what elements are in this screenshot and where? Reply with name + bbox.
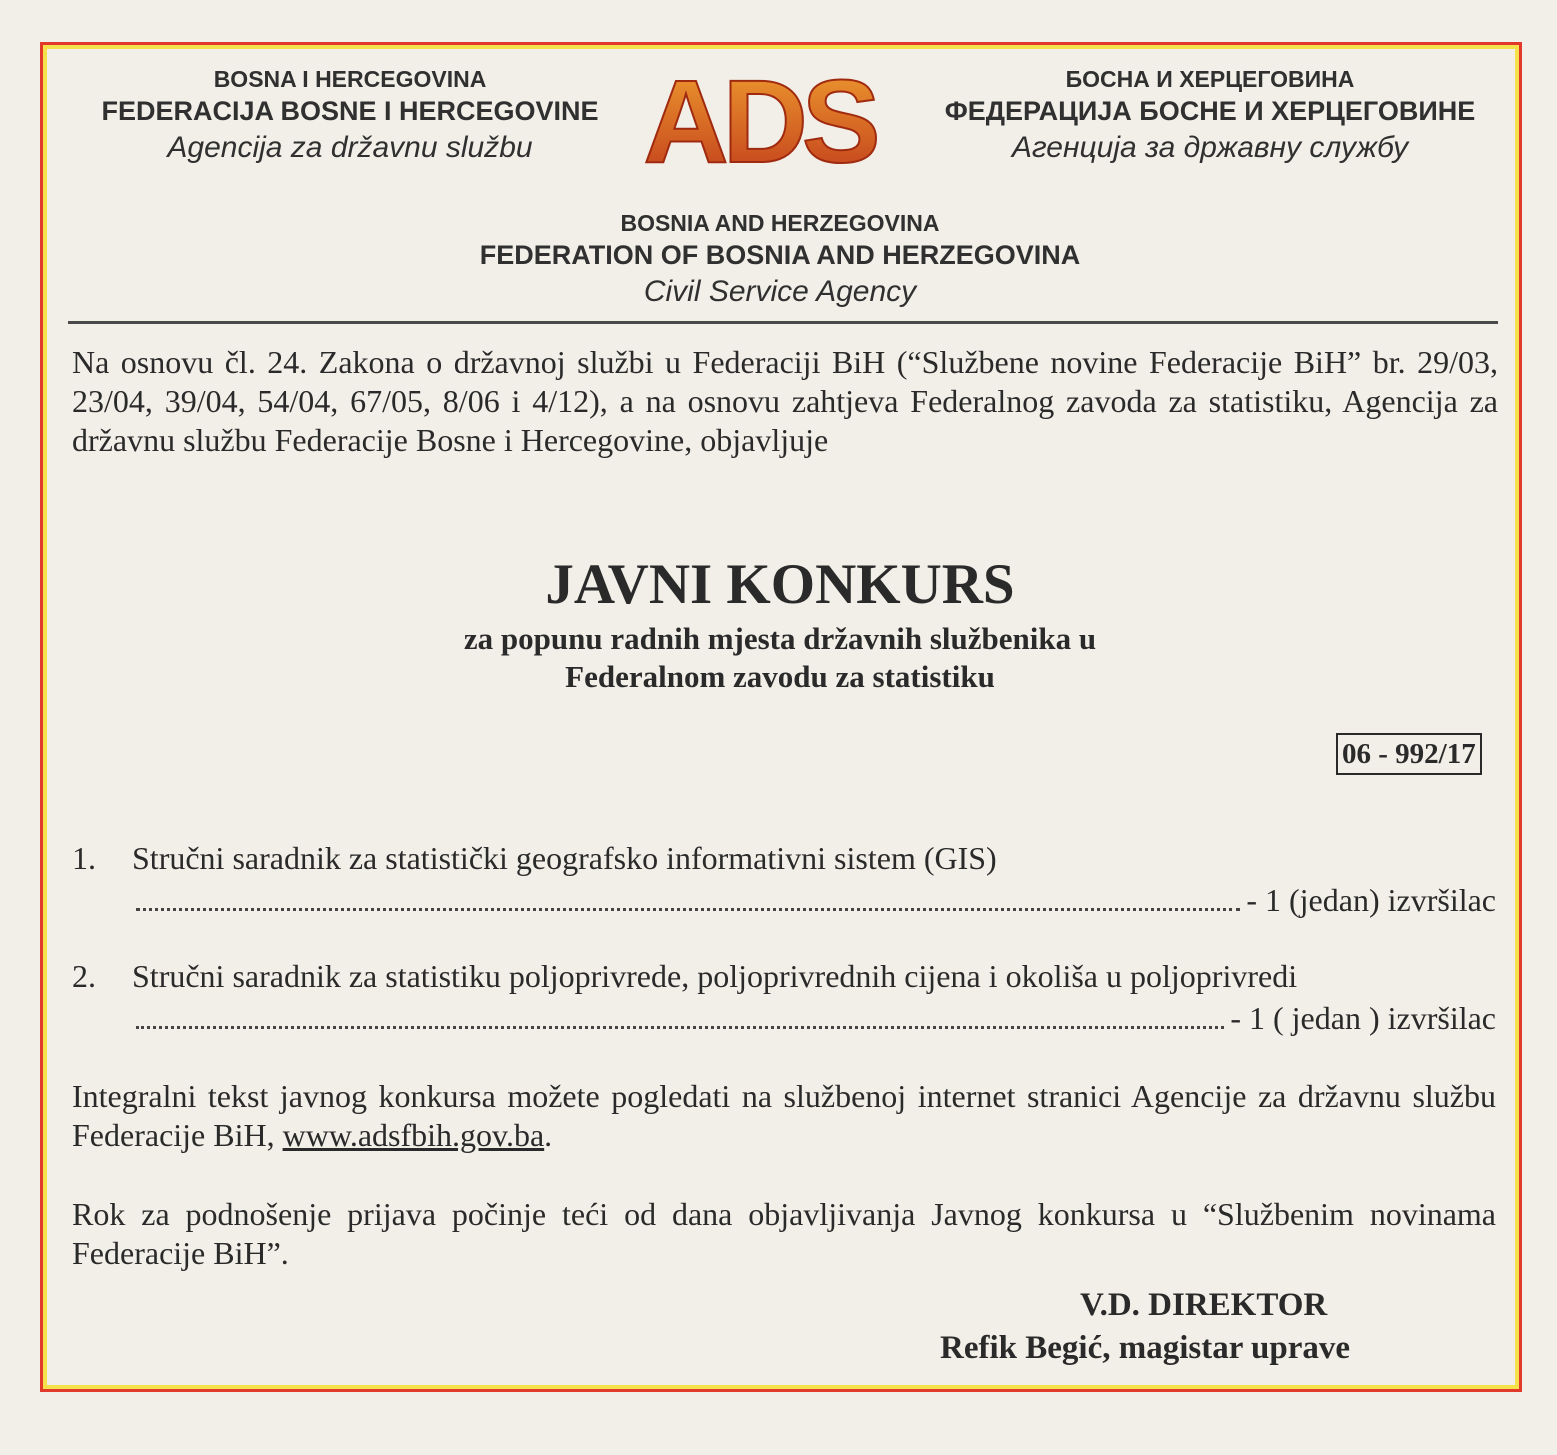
reference-code: 06 - 992/17 — [1336, 733, 1482, 775]
signature-block — [940, 1284, 1500, 1370]
signature-role: V.D. DIREKTOR — [1080, 1287, 1328, 1323]
ads-logo-text: ADS — [643, 66, 875, 178]
position-count: - 1 ( jedan ) izvršilac — [1230, 1000, 1496, 1036]
header-right-country: БОСНА И ХЕРЦЕГОВИНА — [1065, 66, 1355, 92]
position-item-2 — [72, 956, 1496, 1046]
position-number: 1. — [72, 840, 96, 876]
header-center-federation: FEDERATION OF BOSNIA AND HERZEGOVINA — [479, 240, 1081, 270]
position-title: Stručni saradnik za statistiku poljoprivrede, poljoprivrednih cijena i okoliša u poljoprivredi — [132, 958, 1298, 994]
ads-logo — [632, 66, 887, 178]
header-right-federation: ФЕДЕРАЦИЈА БОСНЕ И ХЕРЦЕГОВИНЕ — [944, 96, 1476, 126]
position-leader — [136, 880, 1496, 920]
notice-subtitle-1: za popunu radnih mjesta državnih službenika u — [463, 621, 1097, 656]
header-center-agency: Civil Service Agency — [643, 275, 917, 308]
notice-title: JAVNI KONKURS — [545, 553, 1015, 616]
notice-title-block — [280, 550, 1280, 696]
position-number: 2. — [72, 958, 96, 994]
info-text: Integralni tekst javnog konkursa možete pogledati na službenoj internet stranici Agencije za državnu službu Federacije BiH, — [72, 1078, 1496, 1153]
agency-website-link[interactable]: www.adsfbih.gov.ba — [282, 1117, 545, 1153]
header-right-agency: Агенција за државну службу — [1011, 131, 1409, 164]
intro-paragraph: Na osnovu čl. 24. Zakona o državnoj službi u Federaciji BiH (“Službene novine Federacije BiH” br. 29/03, 23/04, 39/04, 54/04, 67/05, 8/06 i 4/12), a na osnovu zahtjeva Federalnog zavoda za statistiku, Agencija za državnu službu Federacije Bosne i Hercegovine, objavljuje — [72, 344, 1498, 458]
header-divider — [68, 321, 1498, 324]
header-center-country: BOSNIA AND HERZEGOVINA — [620, 210, 940, 236]
dotted-leader — [136, 1000, 1224, 1029]
signature-name: Refik Begić, magistar uprave — [940, 1330, 1351, 1366]
dotted-leader — [136, 882, 1240, 911]
header-center — [380, 208, 1180, 312]
header-left — [70, 64, 630, 168]
header-left-federation: FEDERACIJA BOSNE I HERCEGOVINE — [101, 96, 599, 126]
deadline-paragraph: Rok za podnošenje prijava počinje teći od dana objavljivanja Javnog konkursa u “Službenim novinama Federacije BiH”. — [72, 1196, 1496, 1271]
info-period: . — [544, 1117, 553, 1153]
header-left-country: BOSNA I HERCEGOVINA — [213, 66, 487, 92]
position-title: Stručni saradnik za statistički geografsko informativni sistem (GIS) — [132, 840, 997, 876]
position-item-1 — [72, 838, 1496, 928]
header-left-agency: Agencija za državnu službu — [167, 131, 533, 164]
position-count: - 1 (jedan) izvršilac — [1246, 882, 1496, 918]
info-paragraph — [72, 1077, 1496, 1155]
notice-subtitle-2: Federalnom zavodu za statistiku — [565, 659, 995, 694]
header-right — [930, 64, 1490, 168]
position-leader — [136, 998, 1496, 1038]
